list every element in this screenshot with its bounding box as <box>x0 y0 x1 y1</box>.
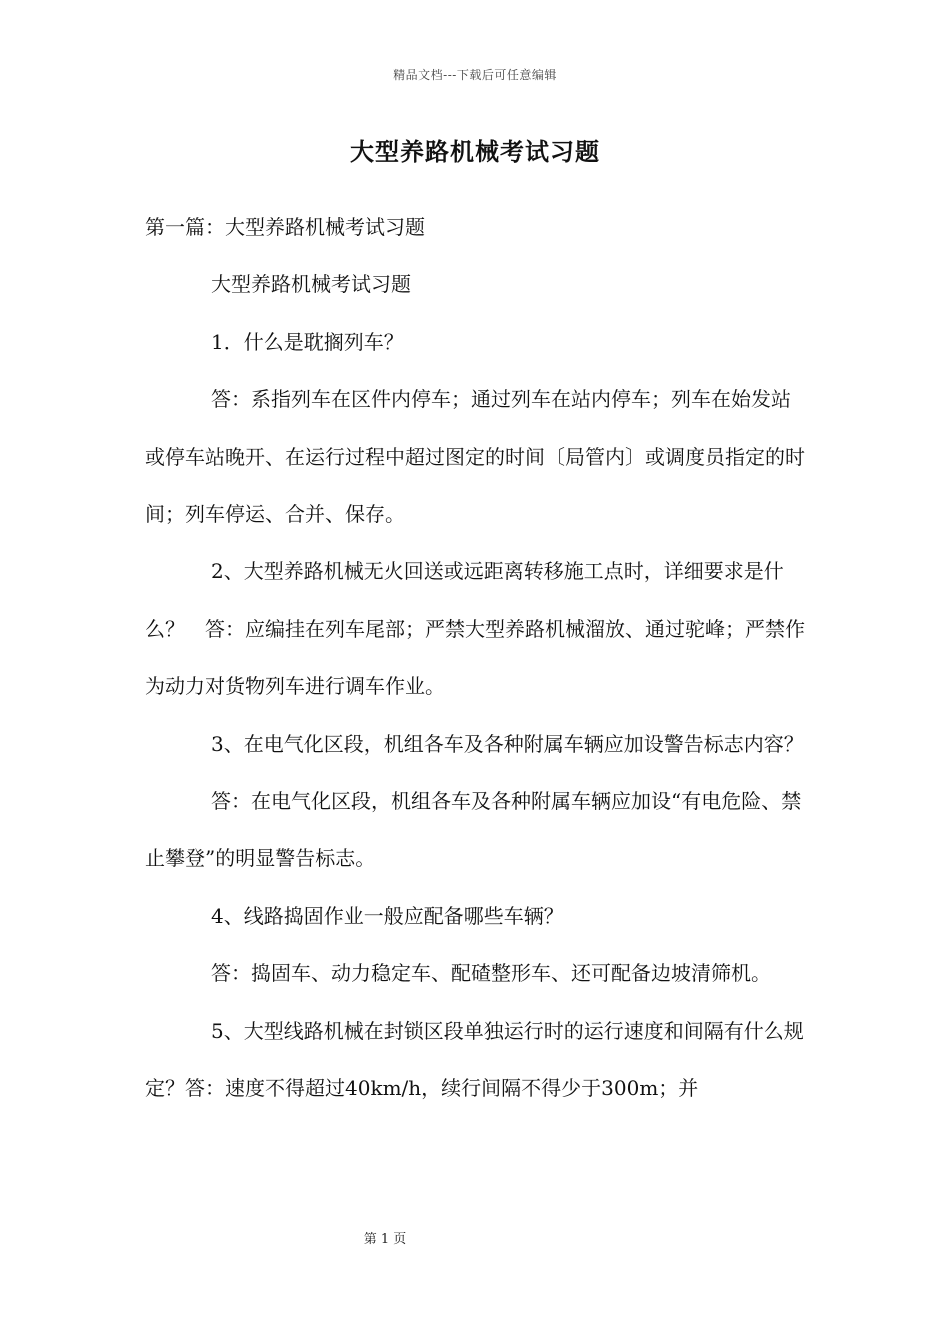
paragraph-question-answer-2: 2、大型养路机械无火回送或远距离转移施工点时，详细要求是什么？ 答：应编挂在列车尾部；严禁大型养路机械溜放、通过驼峰；严禁作为动力对货物列车进行调车作业。 <box>145 559 805 699</box>
paragraph-answer-4: 答：捣固车、动力稳定车、配碴整形车、还可配备边坡清筛机。 <box>211 961 771 986</box>
paragraph-answer-1: 答：系指列车在区件内停车；通过列车在站内停车；列车在始发站或停车站晚开、在运行过程中超过图定的时间〔局管内〕或调度员指定的时间；列车停运、合并、保存。 <box>145 387 805 527</box>
paragraph-section-heading: 第一篇：大型养路机械考试习题 <box>145 215 425 239</box>
document-body <box>145 199 807 1118</box>
page-header: 精品文档---下载后可任意编辑 <box>393 68 557 82</box>
paragraph-subtitle: 大型养路机械考试习题 <box>211 272 411 297</box>
paragraph-answer-3: 答：在电气化区段，机组各车及各种附属车辆应加设“有电危险、禁止攀登”的明显警告标志。 <box>145 789 802 871</box>
document-title: 大型养路机械考试习题 <box>350 137 600 166</box>
paragraph-question-4: 4、线路捣固作业一般应配备哪些车辆？ <box>211 903 564 928</box>
page-number: 第 1 页 <box>363 1232 407 1247</box>
paragraph-question-1: 1．什么是耽搁列车？ <box>211 329 404 354</box>
paragraph-question-3: 3、在电气化区段，机组各车及各种附属车辆应加设警告标志内容？ <box>211 731 804 756</box>
paragraph-question-answer-5: 5、大型线路机械在封锁区段单独运行时的运行速度和间隔有什么规定？答：速度不得超过40km/h，续行间隔不得少于300m；并 <box>145 1018 804 1101</box>
